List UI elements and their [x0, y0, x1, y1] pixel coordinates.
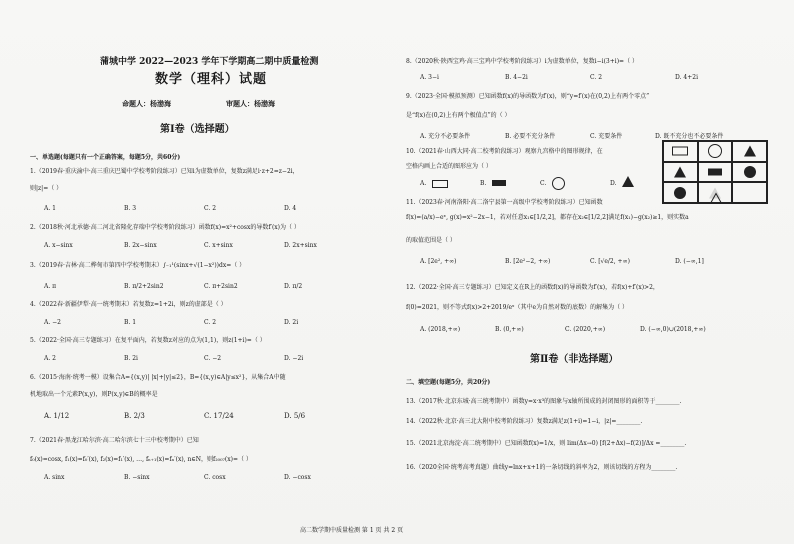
question-7: 7.（2021春·黑龙江哈尔滨·高二哈尔滨七十三中校考期中）已知: [30, 437, 199, 444]
q12-option-d[interactable]: D. (−∞,0)∪(2018,+∞): [640, 326, 706, 333]
triangle-outline-svg: [710, 192, 722, 203]
triangle-filled-icon: [744, 146, 756, 157]
grid-cell: [663, 141, 698, 162]
q4-option-c[interactable]: C. 2: [204, 319, 217, 326]
question-14: 14.（2022秋·北京·高三北大附中校考阶段练习）复数z满足z(1+i)=1−i，|z|=________.: [406, 418, 643, 425]
q1-option-b[interactable]: B. 3: [124, 205, 137, 212]
q12-option-b[interactable]: B. (0,+∞): [495, 326, 524, 333]
grid-cell: [732, 141, 767, 162]
q5-option-b[interactable]: B. 2i: [124, 355, 138, 362]
question-11-cont: f(x)=(a/x)−eˣ, g(x)=x²−2x−1，若对任意x₁∈[1/2,2]，都存在x₂∈[1/2,2]满足f(x₁)−g(x₂)≥1，则实数a: [406, 214, 689, 221]
grid-cell: [698, 162, 733, 183]
q11-option-b[interactable]: B. [2e²−2, +∞): [505, 258, 551, 265]
grid-cell: [663, 182, 698, 203]
q5-option-a[interactable]: A. 2: [44, 355, 56, 362]
q2-option-b[interactable]: B. 2x−sinx: [124, 242, 157, 249]
question-6-cont: 机地取出一个元素P(x,y)，则P(x,y)∈B的概率是: [30, 391, 158, 398]
question-11-cont2: 的取值范围是（ ）: [406, 237, 456, 244]
question-3: 3.（2019春·吉林·高二桦甸市第四中学校考期末）∫₋₁¹(sinx+√(1−x²))dx=（ ）: [30, 262, 246, 269]
q1-option-a[interactable]: A. 1: [44, 205, 56, 212]
q2-option-d[interactable]: D. 2x+sinx: [284, 242, 317, 249]
nine-grid-figure: [662, 140, 768, 204]
question-16: 16.（2020全国·统考高考真题）曲线y=lnx+x+1的一条切线的斜率为2，则该切线的方程为________.: [406, 464, 678, 471]
circle-filled-icon: [674, 187, 686, 199]
q9-option-b[interactable]: B. 必要不充分条件: [505, 133, 556, 140]
q4-option-d[interactable]: D. 2i: [284, 319, 299, 326]
q6-option-b[interactable]: B. 2/3: [124, 412, 145, 420]
question-5: 5.（2022·全国·高三专题练习）在复平面内，若复数z对应的点为(1,1)，则z(1+i)=（ ）: [30, 337, 266, 344]
q9-option-c[interactable]: C. 充要条件: [590, 133, 623, 140]
question-4: 4.（2022春·新疆伊犁·高一统考期末）若复数z=1+2i，则z的虚部是（ ）: [30, 301, 227, 308]
question-9: 9.（2023·全国·模拟预测）已知函数f(x)的导函数为f′(x)，则“y=f′(x)在(0,2)上有两个零点”: [406, 93, 650, 100]
q7-option-b[interactable]: B. −sinx: [124, 474, 150, 481]
q7-option-a[interactable]: A. sinx: [44, 474, 65, 481]
q12-option-a[interactable]: A. (2018,+∞): [420, 326, 461, 333]
q10-a-rectangle-icon: [432, 180, 448, 188]
q6-option-a[interactable]: A. 1/12: [44, 412, 70, 420]
q6-option-c[interactable]: C. 17/24: [204, 412, 234, 420]
q10-c-circle-icon: [552, 177, 565, 190]
circle-outline-icon: [708, 144, 722, 158]
page-footer: 高二数学期中质量检测 第 1 页 共 2 页: [300, 527, 404, 534]
q8-option-c[interactable]: C. 2: [590, 74, 603, 81]
question-8: 8.（2020秋·陕西宝鸡·高三宝鸡中学校考阶段练习）i为虚数单位，复数i−i(3+i)=（ ）: [406, 58, 638, 65]
q9-option-d[interactable]: D. 既不充分也不必要条件: [655, 133, 724, 140]
q3-option-c[interactable]: C. π+2sin2: [204, 283, 238, 290]
q9-option-a[interactable]: A. 充分不必要条件: [420, 133, 471, 140]
question-12: 12.（2022·全国·高三专题练习）已知定义在R上的函数f(x)的导函数为f′(x)，若f(x)+f′(x)>2，: [406, 284, 659, 291]
q2-option-c[interactable]: C. x+sinx: [204, 242, 233, 249]
part1-title: 第Ⅰ卷（选择题）: [160, 124, 235, 135]
question-11: 11.（2023春·河南洛阳·高二洛宁县第一高级中学校考阶段练习）已知函数: [406, 199, 603, 206]
question-13: 13.（2017秋·北京东城·高三统考期中）函数y=x·x³的图象与x轴所围成的封闭图形的面积等于________.: [406, 398, 682, 405]
question-2: 2.（2018秋·河北承德·高二河北省隆化存瑞中学校考阶段练习）函数f(x)=x²+cosx的导数f′(x)为（ ）: [30, 224, 300, 231]
question-6: 6.（2015·海南·统考一模）设集合A={(x,y)| |x|+|y|≤2}，B={(x,y)∈A|y≤x²}，从集合A中随: [30, 374, 286, 381]
q8-option-b[interactable]: B. 4−2i: [505, 74, 528, 81]
q11-option-a[interactable]: A. [2e², +∞): [420, 258, 457, 265]
q6-option-d[interactable]: D. 5/6: [284, 412, 306, 420]
q4-option-b[interactable]: B. 1: [124, 319, 137, 326]
author-label: 命题人：杨渤海: [122, 99, 171, 108]
q10-option-b[interactable]: B.: [480, 180, 487, 187]
q12-option-c[interactable]: C. (2020,+∞): [565, 326, 606, 333]
reviewer-label: 审题人：杨渤海: [226, 99, 275, 108]
q7-option-d[interactable]: D. −cosx: [284, 474, 311, 481]
grid-cell: [663, 162, 698, 183]
q10-option-a[interactable]: A.: [420, 180, 427, 187]
question-1-cont: 则|z|=（ ）: [30, 185, 63, 192]
question-10-cont: 空格内画上合适的图形应为（ ）: [406, 163, 492, 170]
school-title: 蒲城中学 2022—2023 学年下学期高二期中质量检测: [100, 57, 319, 67]
circle-filled-icon: [744, 166, 756, 178]
q11-option-c[interactable]: C. [√e/2, +∞): [590, 258, 630, 265]
question-1: 1.（2019春·重庆渝中·高三重庆巴蜀中学校考阶段练习）已知i为虚数单位，复数z满足i·z+2=z−2i，: [30, 168, 299, 175]
q5-option-d[interactable]: D. −2i: [284, 355, 304, 362]
triangle-filled-icon: [674, 166, 686, 177]
grid-cell: [698, 182, 733, 203]
question-12-cont: f(0)=2021，则不等式f(x)>2+2019/eˣ（其中e为自然对数的底数）的解集为（ ）: [406, 304, 629, 311]
grid-cell: [698, 141, 733, 162]
q1-option-d[interactable]: D. 4: [284, 205, 297, 212]
q10-option-d[interactable]: D.: [610, 180, 617, 187]
q8-option-d[interactable]: D. 4+2i: [675, 74, 698, 81]
question-9-cont: 是“f(x)在(0,2)上有两个极值点”的（ ）: [406, 112, 511, 119]
q3-option-a[interactable]: A. π: [44, 283, 57, 290]
q1-option-c[interactable]: C. 2: [204, 205, 217, 212]
rectangle-icon: [672, 147, 688, 156]
q2-option-a[interactable]: A. x−sinx: [44, 242, 73, 249]
question-10: 10.（2021春·山西大同·高二校考阶段练习）观察九宫格中的图形规律，在: [406, 148, 603, 155]
q3-option-b[interactable]: B. π/2+2sin2: [124, 283, 164, 290]
q10-d-triangle-icon: [622, 176, 634, 187]
question-15: 15.（2021北京海淀·高二统考期中）已知函数f(x)=1/x，则 lim(Δx→0) [f(2+Δx)−f(2)]/Δx =________.: [406, 440, 687, 447]
question-7-cont: f₀(x)=cosx, f₁(x)=f₀′(x), f₂(x)=f₁′(x), …, fₙ₊₁(x)=fₙ′(x), n∈N，则f₂₀₀₇(x)=（ ）: [30, 456, 252, 463]
q5-option-c[interactable]: C. −2: [204, 355, 222, 362]
q4-option-a[interactable]: A. −2: [44, 319, 61, 326]
grid-cell: [732, 162, 767, 183]
part2-section: 二、填空题(每题5分，共20分): [406, 379, 491, 386]
part1-section: 一、单选题(每题只有一个正确答案，每题5分，共60分): [30, 154, 181, 161]
rectangle-filled-icon: [708, 168, 722, 175]
part2-title: 第Ⅱ卷（非选择题）: [530, 354, 619, 365]
q10-option-c[interactable]: C.: [540, 180, 547, 187]
grid-cell-empty: [732, 182, 767, 203]
q10-b-filled-rectangle-icon: [492, 180, 506, 186]
q7-option-c[interactable]: C. cosx: [204, 474, 226, 481]
subject-title: 数学（理科）试题: [155, 72, 268, 87]
q8-option-a[interactable]: A. 3−i: [420, 74, 439, 81]
q3-option-d[interactable]: D. π/2: [284, 283, 303, 290]
q11-option-d[interactable]: D. (−∞,1]: [675, 258, 704, 265]
